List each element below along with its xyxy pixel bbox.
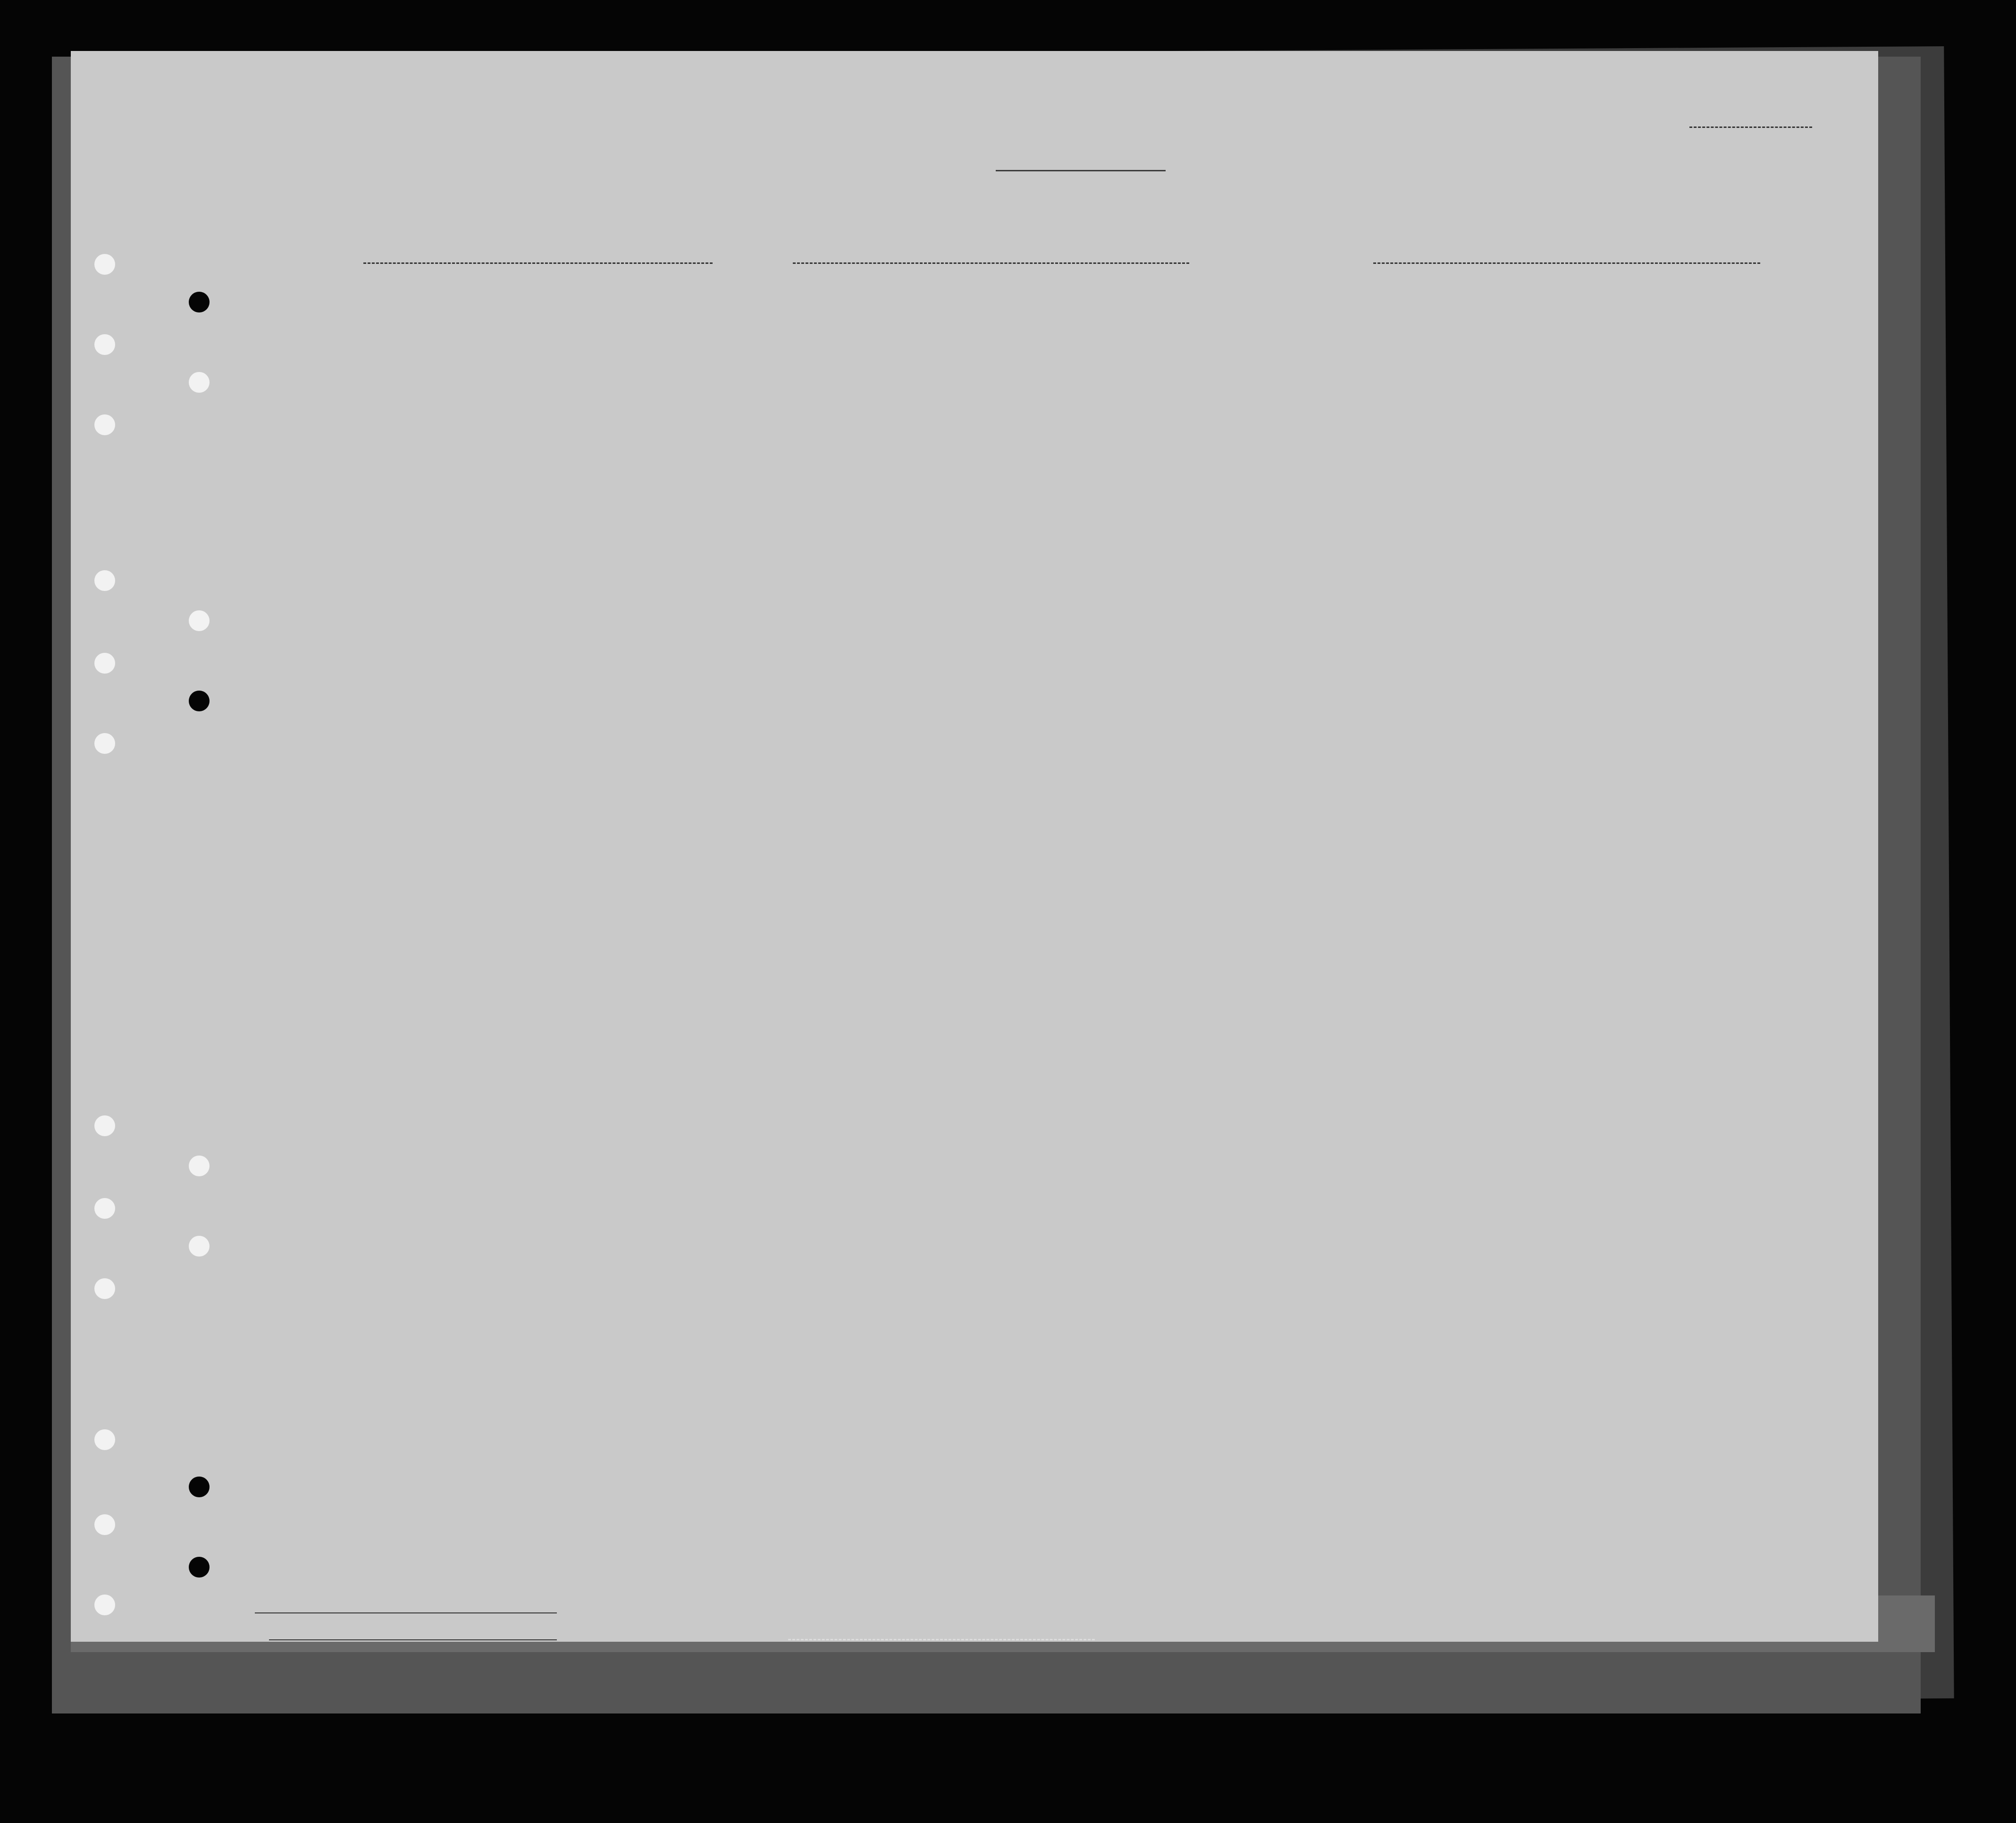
inspector-signature-line: [788, 1639, 1095, 1640]
footer-line-blank: [255, 1612, 557, 1613]
crew-table: [71, 51, 1878, 1642]
footer-owners-blank: [269, 1639, 557, 1640]
manifest-sheet: [71, 51, 1878, 1642]
